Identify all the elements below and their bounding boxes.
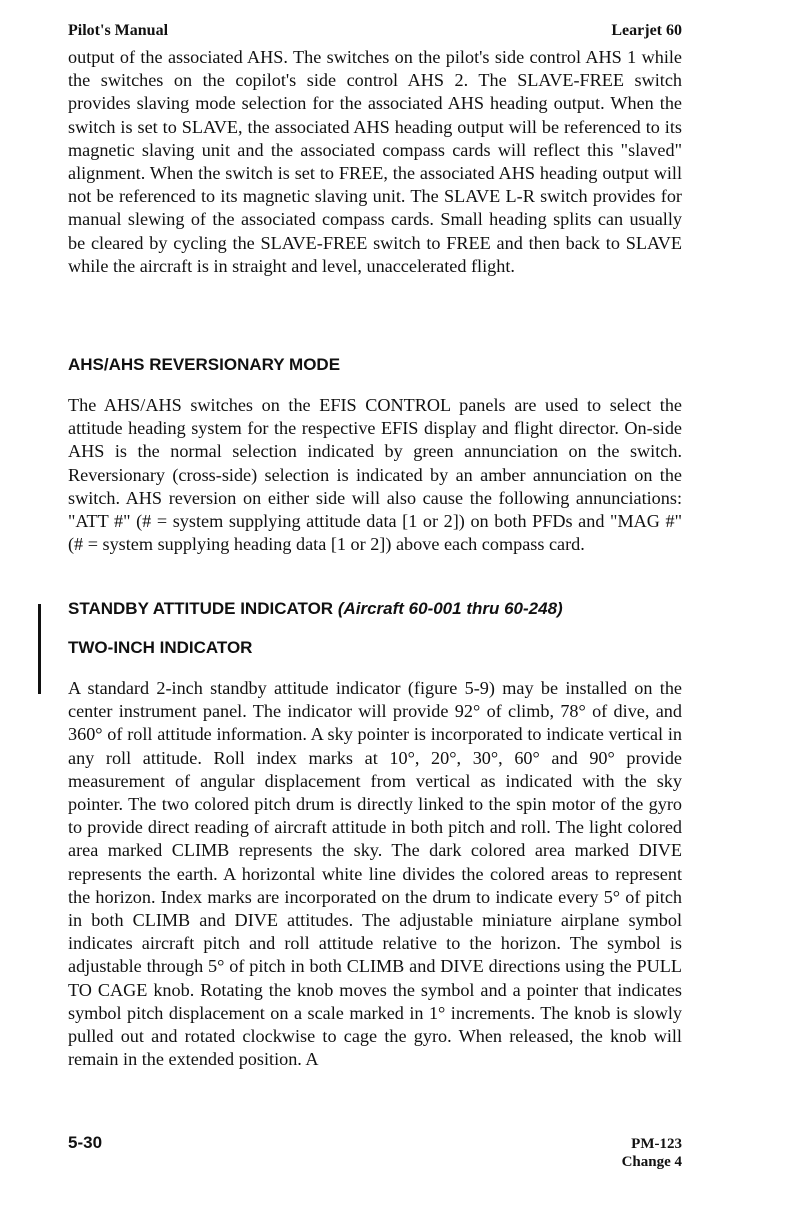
aircraft-model: Learjet 60: [611, 22, 682, 39]
section-heading-ahs-reversionary: AHS/AHS REVERSIONARY MODE: [68, 355, 341, 374]
page-number: 5-30: [68, 1133, 103, 1152]
document-id: [622, 1135, 682, 1171]
section-heading-standby-attitude: [68, 599, 708, 619]
change-number: Change 4: [621, 1154, 682, 1170]
manual-title: Pilot's Manual: [68, 22, 169, 39]
aircraft-effectivity: (Aircraft 60-001 thru 60-248): [337, 599, 563, 618]
revision-change-bar: [38, 604, 41, 694]
subheading-two-inch-indicator: TWO-INCH INDICATOR: [68, 638, 253, 657]
standby-attitude-title: STANDBY ATTITUDE INDICATOR: [68, 599, 334, 618]
paragraph-ahs-reversionary: The AHS/AHS switches on the EFIS CONTROL panels are used to select the attitude heading system for the respective EFIS display and flight director. On-side AHS is the normal selection indicated by green annunciation on the switch. Reversionary (cross-side) selection is indicated by an amber annunciation on the switch. AHS reversion on either side will also cause the following annunciations: "ATT #" (# = system supplying attitude data [1 or 2]) on both PFDs and "MAG #" (# = system supplying heading data [1 or 2]) above each compass card.: [68, 395, 682, 555]
paragraph-ahs-switches: output of the associated AHS. The switches on the pilot's side control AHS 1 while the switches on the copilot's side control AHS 2. The SLAVE-FREE switch provides slaving mode selection for the associated AHS heading output. When the switch is set to SLAVE, the associated AHS heading output will be referenced to its magnetic slaving unit and the associated compass cards will reflect this "slaved" alignment. When the switch is set to FREE, the associated AHS heading output will not be referenced to its magnetic slaving unit. The SLAVE L-R switch provides for manual slewing of the associated compass cards. Small heading splits can usually be cleared by cycling the SLAVE-FREE switch to FREE and then back to SLAVE while the aircraft is in straight and level, unaccelerated flight.: [68, 47, 682, 276]
document-number: PM-123: [631, 1136, 682, 1152]
paragraph-standby-attitude: A standard 2-inch standby attitude indicator (figure 5-9) may be installed on the center instrument panel. The indicator will provide 92° of climb, 78° of dive, and 360° of roll attitude information. A sky pointer is incorporated to indicate vertical in any roll attitude. Roll index marks at 10°, 20°, 30°, 60° and 90° provide measurement of angular displacement from vertical as indicated with the sky pointer. The two colored pitch drum is directly linked to the spin motor of the gyro to provide direct reading of aircraft attitude in both pitch and roll. The light colored area marked CLIMB represents the sky. The dark colored area marked DIVE represents the earth. A horizontal white line divides the colored areas to represent the horizon. Index marks are incorporated on the drum to indicate every 5° of pitch in both CLIMB and DIVE attitudes. The adjustable miniature airplane symbol indicates aircraft pitch and roll attitude relative to the horizon. The symbol is adjustable through 5° of pitch in both CLIMB and DIVE directions using the PULL TO CAGE knob. Rotating the knob moves the symbol and a pointer that indicates symbol pitch displacement on a scale marked in 1° increments. The knob is slowly pulled out and rotated clockwise to cage the gyro. When released, the knob will remain in the extended position. A: [68, 678, 682, 1070]
page-header: [68, 22, 682, 40]
